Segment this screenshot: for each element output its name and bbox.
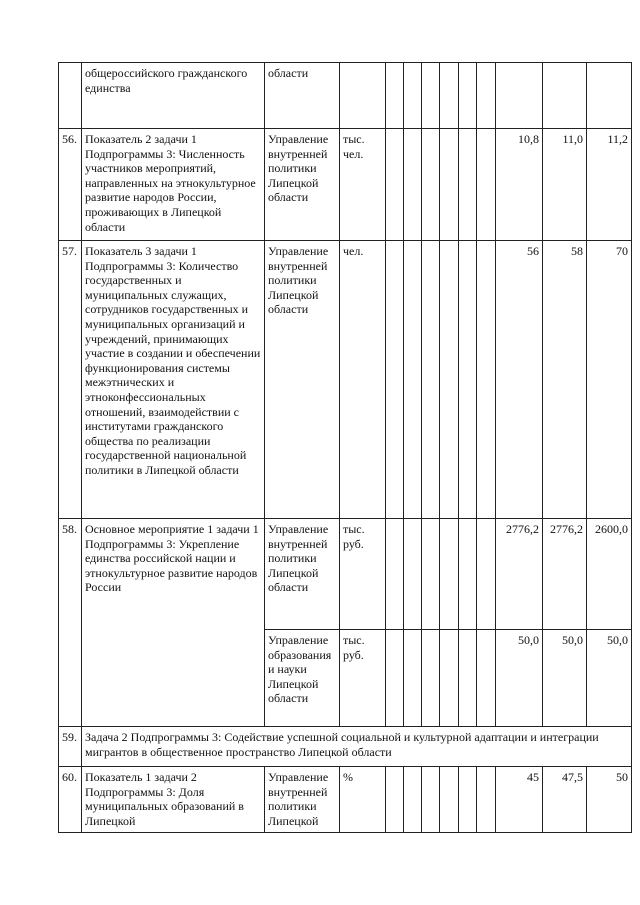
empty-cell <box>386 129 404 241</box>
value-year-2: 11,0 <box>543 129 587 241</box>
empty-cell <box>459 63 477 129</box>
table-row <box>59 727 632 767</box>
responsible-org: Управление внутренней политики Липецкой области <box>265 519 340 630</box>
empty-cell <box>386 630 404 727</box>
task-heading: Задача 2 Подпрограммы 3: Содействие успешной социальной и культурной адаптации и интеграции мигрантов в общественное пространство Липецкой области <box>82 727 632 767</box>
responsible-org: области <box>265 63 340 129</box>
empty-cell <box>477 630 496 727</box>
table-row <box>59 767 632 833</box>
empty-cell <box>440 241 459 519</box>
responsible-org: Управление внутренней политики Липецкой <box>265 767 340 833</box>
program-indicators-table <box>58 62 632 833</box>
unit: чел. <box>340 241 386 519</box>
value-year-2 <box>543 63 587 129</box>
empty-cell <box>404 630 422 727</box>
value-year-3: 50,0 <box>587 630 632 727</box>
unit: тыс. чел. <box>340 129 386 241</box>
unit <box>340 63 386 129</box>
empty-cell <box>422 519 440 630</box>
value-year-2: 47,5 <box>543 767 587 833</box>
empty-cell <box>386 241 404 519</box>
empty-cell <box>477 63 496 129</box>
indicator-name: Показатель 3 задачи 1 Подпрограммы 3: Количество государственных и муниципальных служащих, сотрудников государственных и муниципальных организаций и учреждений, принимающих участие в создании и обеспечении функционирования системы межэтнических и этноконфессиональных отношений, взаимодействии с институтами гражданского общества по реализации государственной национальной политики в Липецкой области <box>82 241 265 519</box>
value-year-1 <box>496 63 543 129</box>
table-row <box>59 241 632 519</box>
empty-cell <box>459 630 477 727</box>
empty-cell <box>404 767 422 833</box>
value-year-3 <box>587 63 632 129</box>
indicator-name: Основное мероприятие 1 задачи 1 Подпрограммы 3: Укрепление единства российской нации и этнокультурное развитие народов России <box>82 519 265 727</box>
unit: % <box>340 767 386 833</box>
empty-cell <box>404 519 422 630</box>
value-year-1: 10,8 <box>496 129 543 241</box>
row-number: 58. <box>59 519 82 727</box>
empty-cell <box>422 630 440 727</box>
empty-cell <box>440 129 459 241</box>
empty-cell <box>459 129 477 241</box>
value-year-1: 2776,2 <box>496 519 543 630</box>
value-year-3: 2600,0 <box>587 519 632 630</box>
table-row <box>59 519 632 630</box>
value-year-3: 50 <box>587 767 632 833</box>
empty-cell <box>440 63 459 129</box>
empty-cell <box>422 63 440 129</box>
empty-cell <box>459 241 477 519</box>
responsible-org: Управление образования и науки Липецкой области <box>265 630 340 727</box>
empty-cell <box>477 519 496 630</box>
empty-cell <box>422 129 440 241</box>
unit: тыс. руб. <box>340 630 386 727</box>
table-row <box>59 63 632 129</box>
value-year-1: 56 <box>496 241 543 519</box>
empty-cell <box>477 767 496 833</box>
table-row <box>59 129 632 241</box>
row-number: 57. <box>59 241 82 519</box>
responsible-org: Управление внутренней политики Липецкой области <box>265 129 340 241</box>
row-number: 60. <box>59 767 82 833</box>
empty-cell <box>422 241 440 519</box>
unit: тыс. руб. <box>340 519 386 630</box>
row-number: 56. <box>59 129 82 241</box>
value-year-1: 45 <box>496 767 543 833</box>
row-number: 59. <box>59 727 82 767</box>
value-year-3: 70 <box>587 241 632 519</box>
responsible-org: Управление внутренней политики Липецкой области <box>265 241 340 519</box>
empty-cell <box>477 241 496 519</box>
empty-cell <box>477 129 496 241</box>
empty-cell <box>440 630 459 727</box>
empty-cell <box>404 129 422 241</box>
value-year-3: 11,2 <box>587 129 632 241</box>
indicator-name: Показатель 1 задачи 2 Подпрограммы 3: Доля муниципальных образований в Липецкой <box>82 767 265 833</box>
empty-cell <box>459 519 477 630</box>
empty-cell <box>386 519 404 630</box>
indicator-name: Показатель 2 задачи 1 Подпрограммы 3: Численность участников мероприятий, направленных на этнокультурное развитие народов России, проживающих в Липецкой области <box>82 129 265 241</box>
empty-cell <box>422 767 440 833</box>
value-year-2: 2776,2 <box>543 519 587 630</box>
row-number <box>59 63 82 129</box>
empty-cell <box>404 63 422 129</box>
value-year-1: 50,0 <box>496 630 543 727</box>
empty-cell <box>440 519 459 630</box>
empty-cell <box>386 767 404 833</box>
empty-cell <box>440 767 459 833</box>
empty-cell <box>459 767 477 833</box>
value-year-2: 58 <box>543 241 587 519</box>
value-year-2: 50,0 <box>543 630 587 727</box>
indicator-name: общероссийского гражданского единства <box>82 63 265 129</box>
empty-cell <box>404 241 422 519</box>
empty-cell <box>386 63 404 129</box>
